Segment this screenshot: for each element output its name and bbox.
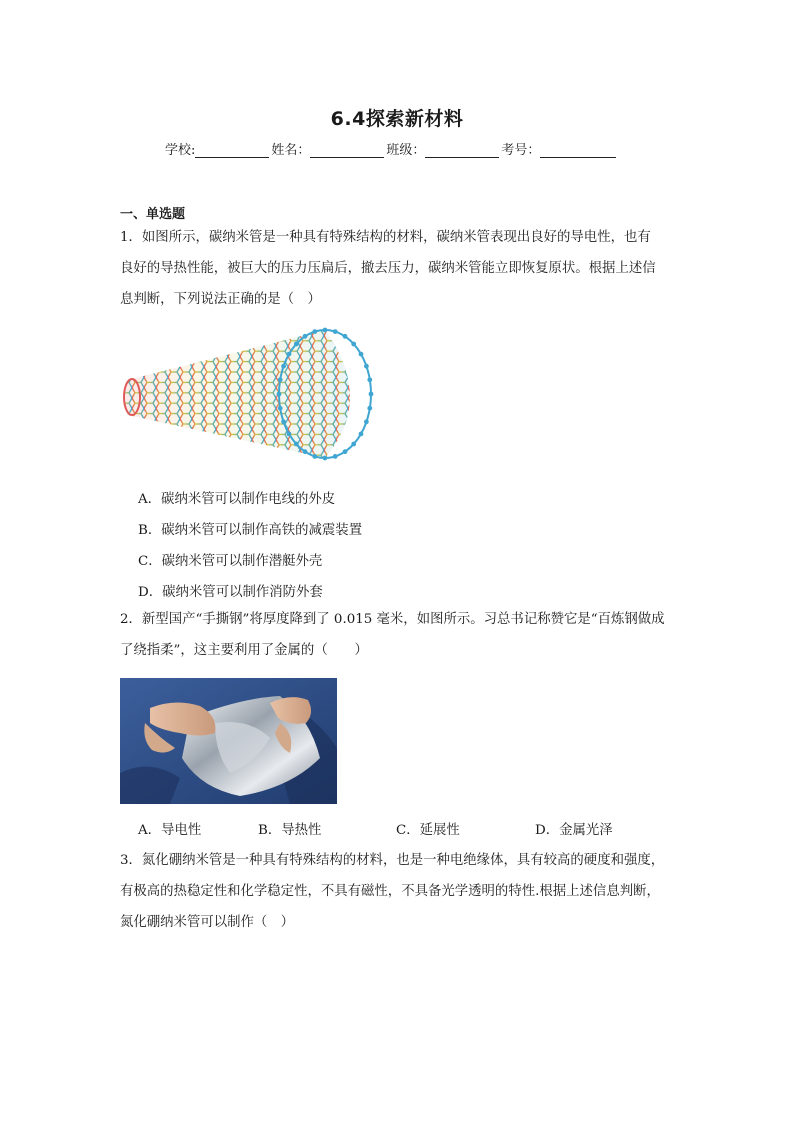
school-label: 学校: [165,143,196,158]
question-2-line-1: 2．新型国产“手撕钢”将厚度降到了 0.015 毫米，如图所示。习总书记称赞它是“百炼钢做成 [120,612,665,627]
question-1-line-1: 1．如图所示，碳纳米管是一种具有特殊结构的材料，碳纳米管表现出良好的导电性，也有 [120,230,651,245]
question-1-text [120,222,680,315]
exam-no-blank[interactable] [540,143,616,158]
question-1-line-3: 息判断，下列说法正确的是（ ） [120,292,321,307]
question-2-option-d[interactable]: D．金属光泽 [535,823,613,838]
question-2-line-2: 了绕指柔”，这主要利用了金属的（ ） [120,643,368,658]
question-3-text [120,845,695,938]
question-1-option-c[interactable]: C．碳纳米管可以制作潜艇外壳 [138,554,323,569]
question-2-option-c[interactable]: C．延展性 [396,823,460,838]
question-2-option-b[interactable]: B．导热性 [258,823,322,838]
question-1-option-b[interactable]: B．碳纳米管可以制作高铁的减震装置 [138,523,363,538]
name-blank[interactable] [310,143,384,158]
question-1-option-a[interactable]: A．碳纳米管可以制作电线的外皮 [138,492,336,507]
question-3-line-1: 3．氮化硼纳米管是一种具有特殊结构的材料，也是一种电绝缘体，具有较高的硬度和强度， [120,853,665,868]
question-2-text [120,604,695,666]
student-info-line [165,139,618,158]
nanotube-image [120,320,380,470]
question-1-option-d[interactable]: D．碳纳米管可以制作消防外套 [138,585,323,600]
question-2-option-a[interactable]: A．导电性 [138,823,202,838]
page-title: 6.4探索新材料 [330,108,464,130]
name-label: 姓名： [271,143,311,158]
question-3-line-3: 氮化硼纳米管可以制作（ ） [120,915,295,930]
question-3-line-2: 有极高的热稳定性和化学稳定性，不具有磁性，不具备光学透明的特性.根据上述信息判断， [120,884,660,899]
exam-no-label: 考号： [501,143,541,158]
steel-foil-photo [120,678,337,804]
section-heading: 一、单选题 [120,207,186,222]
question-1-line-2: 良好的导热性能，被巨大的压力压扁后，撤去压力，碳纳米管能立即恢复原状。根据上述信 [120,261,656,276]
class-label: 班级： [386,143,426,158]
class-blank[interactable] [425,143,499,158]
school-blank[interactable] [195,143,269,158]
